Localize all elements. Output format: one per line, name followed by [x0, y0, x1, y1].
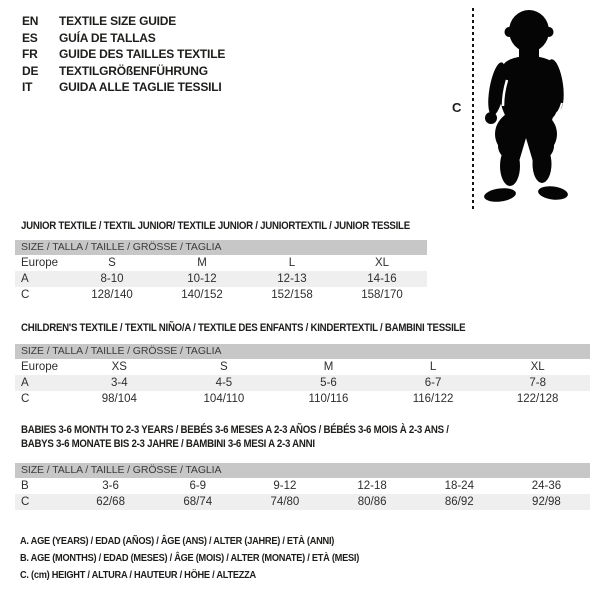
cell: 74/80 [270, 496, 300, 508]
cell: 6-7 [424, 377, 442, 389]
cell: 4-5 [215, 377, 233, 389]
cell: 140/152 [181, 289, 223, 301]
cell: S [108, 257, 116, 269]
table-row-b [15, 478, 590, 494]
cell: XL [530, 361, 545, 373]
table-row-c [15, 391, 590, 407]
height-measure-label: C [452, 100, 462, 115]
row-label: A [21, 273, 29, 285]
row-label: B [21, 480, 29, 492]
cell: 152/158 [271, 289, 313, 301]
cell: 128/140 [91, 289, 133, 301]
lang-code-fr: FR [22, 47, 38, 61]
cell: 24-36 [531, 480, 562, 492]
section-title-babies-line2: BABYS 3-6 MONATE BIS 2-3 JAHRE / BAMBINI 3-6 MESI A 2-3 ANNI [21, 438, 315, 450]
lang-label-es: GUÍA DE TALLAS [59, 30, 156, 45]
cell: 110/116 [308, 393, 349, 405]
size-header-bar: SIZE / TALLA / TAILLE / GRÖSSE / TAGLIA [15, 463, 590, 478]
cell: L [288, 257, 296, 269]
lang-row-fr [22, 46, 225, 63]
cell: 8-10 [100, 273, 124, 285]
footnote-a: A. AGE (YEARS) / EDAD (AÑOS) / ÂGE (ANS) / ALTER (JAHRE) / ETÀ (ANNI) [20, 535, 335, 547]
size-header-bar: SIZE / TALLA / TAILLE / GRÖSSE / TAGLIA [15, 344, 590, 359]
cell: 5-6 [320, 377, 337, 389]
lang-label-it: GUIDA ALLE TAGLIE TESSILI [59, 80, 222, 94]
lang-row-de [22, 63, 225, 80]
section-title-babies-line1: BABIES 3-6 MONTH TO 2-3 YEARS / BEBÉS 3-6 MESES A 2-3 AÑOS / BÉBÉS 3-6 MOIS À 2-3 ANS / [21, 424, 449, 436]
cell: 68/74 [183, 496, 213, 508]
language-header [22, 13, 225, 96]
footnote-b: B. AGE (MONTHS) / EDAD (MESES) / ÂGE (MOIS) / ALTER (MONATE) / ETÀ (MESI) [20, 552, 360, 564]
babies-size-table [15, 463, 590, 510]
lang-code-de: DE [22, 63, 39, 78]
cell: 10-12 [187, 273, 217, 285]
cell: 3-4 [110, 377, 128, 389]
cell: 116/122 [412, 393, 454, 405]
footnote-c: C. (cm) HEIGHT / ALTURA / HAUTEUR / HÖHE / ALTEZZA [20, 569, 256, 581]
cell: 122/128 [516, 393, 559, 405]
table-row-c [15, 287, 427, 303]
row-label: C [21, 289, 30, 301]
cell: 12-13 [277, 273, 307, 285]
row-label: C [21, 496, 30, 508]
row-label: Europe [21, 257, 59, 269]
table-row-a [15, 271, 427, 287]
table-row-europe [15, 255, 427, 271]
table-row-a [15, 375, 590, 391]
toddler-silhouette-icon [476, 6, 588, 208]
table-row-c [15, 494, 590, 510]
cell: 18-24 [444, 480, 474, 492]
row-label: C [21, 393, 30, 405]
lang-label-en: TEXTILE SIZE GUIDE [59, 14, 177, 28]
cell: 62/68 [96, 496, 125, 508]
table-row-europe [15, 359, 590, 375]
footnotes [20, 533, 359, 584]
cell: 80/86 [357, 496, 387, 508]
cell: 7-8 [529, 377, 546, 389]
lang-code-it: IT [22, 80, 33, 94]
cell: L [429, 361, 437, 373]
cell: M [197, 257, 207, 269]
lang-row-it [22, 79, 225, 96]
cell: 14-16 [367, 273, 397, 285]
children-size-table [15, 344, 590, 407]
lang-row-es [22, 30, 225, 47]
cell: 158/170 [361, 289, 403, 301]
section-title-junior-line: JUNIOR TEXTILE / TEXTIL JUNIOR/ TEXTILE JUNIOR / JUNIORTEXTIL / JUNIOR TESSILE [21, 220, 410, 232]
section-title-junior [21, 219, 410, 233]
lang-code-es: ES [22, 30, 38, 45]
section-title-children-line: CHILDREN'S TEXTILE / TEXTIL NIÑO/A / TEXTILE DES ENFANTS / KINDERTEXTIL / BAMBINI TESSILE [21, 322, 466, 334]
cell: 104/110 [203, 393, 245, 405]
lang-row-en [22, 13, 225, 30]
cell: 12-18 [357, 480, 387, 492]
junior-size-table [15, 240, 427, 303]
cell: 3-6 [102, 480, 119, 492]
cell: XL [374, 257, 390, 269]
cell: M [323, 361, 334, 373]
row-label: Europe [21, 361, 59, 373]
cell: 98/104 [101, 393, 137, 405]
cell: 86/92 [444, 496, 474, 508]
cell: 9-12 [273, 480, 297, 492]
cell: 92/98 [532, 496, 561, 508]
height-measure-dashed-line [472, 8, 474, 212]
size-header-bar: SIZE / TALLA / TAILLE / GRÖSSE / TAGLIA [15, 240, 427, 255]
cell: XS [111, 361, 127, 373]
section-title-children [21, 321, 465, 335]
lang-label-de: TEXTILGRÖßENFÜHRUNG [59, 63, 208, 78]
cell: 6-9 [189, 480, 207, 492]
row-label: A [21, 377, 29, 389]
section-title-babies [21, 423, 449, 451]
lang-label-fr: GUIDE DES TAILLES TEXTILE [59, 47, 226, 61]
lang-code-en: EN [22, 14, 39, 28]
cell: S [220, 361, 228, 373]
